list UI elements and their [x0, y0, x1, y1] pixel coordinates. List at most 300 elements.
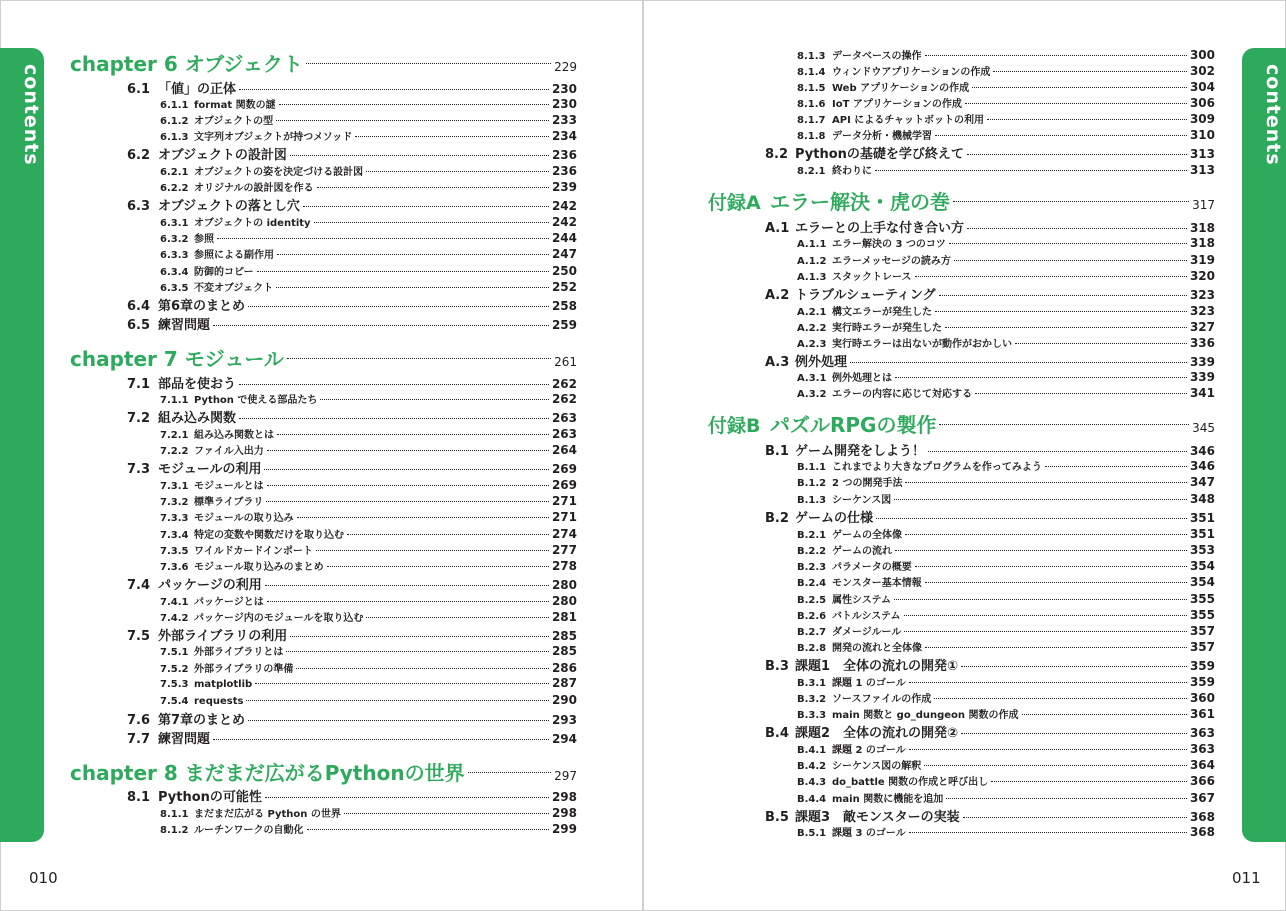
toc-page-number: 361 [1189, 707, 1215, 721]
dot-leader [217, 238, 549, 239]
toc-subsection [160, 493, 577, 508]
toc-subsection [797, 542, 1215, 557]
dot-leader [925, 55, 1187, 56]
toc-entry-number: B.5 [765, 810, 789, 825]
dot-leader [961, 733, 1187, 734]
toc-page-number: 297 [554, 769, 577, 783]
toc-entry-title: do_battle 関数の作成と呼び出し [832, 777, 989, 788]
toc-page-number: 271 [551, 494, 577, 508]
toc-entry-number: A.2.1 [797, 307, 827, 318]
toc-entry-title: 課題 1 のゴール [832, 678, 906, 689]
dot-leader [928, 451, 1187, 452]
toc-subsection [797, 335, 1215, 350]
toc-page-number: 299 [551, 822, 577, 836]
toc-entry-number: B.4 [765, 726, 789, 741]
dot-leader [307, 829, 549, 830]
dot-leader [257, 271, 549, 272]
toc-entry-title: パッケージ内のモジュールを取り込む [194, 613, 364, 624]
dot-leader [993, 71, 1187, 72]
toc-entry-title: ソースファイルの作成 [832, 694, 932, 705]
toc-page-number: 250 [551, 264, 577, 278]
dot-leader [265, 797, 549, 798]
toc-page-number: 230 [551, 97, 577, 111]
toc-entry-title: オブジェクトの落とし穴 [158, 199, 300, 214]
toc-page-number: 242 [551, 199, 577, 213]
toc-entry-title: スタックトレース [832, 272, 912, 283]
toc-page-number: 364 [1189, 758, 1215, 772]
toc-section [765, 440, 1215, 459]
dot-leader [915, 276, 1187, 277]
toc-subsection [160, 821, 577, 836]
dot-leader [290, 636, 549, 637]
toc-subsection [160, 676, 577, 690]
toc-section [127, 574, 577, 593]
toc-subsection [797, 235, 1215, 250]
toc-entry-title: エラーとの上手な付き合い方 [795, 221, 965, 236]
toc-entry-number: B.3.1 [797, 678, 827, 689]
dot-leader [266, 501, 549, 502]
dot-leader [347, 534, 549, 535]
toc-entry-title: 練習問題 [158, 732, 211, 747]
dot-leader [939, 424, 1189, 425]
toc-entry-number: 7.3.3 [160, 513, 189, 524]
toc-page-number: 269 [551, 462, 577, 476]
toc-entry-number: 6.3.5 [160, 283, 189, 294]
toc-page-number: 317 [1192, 198, 1215, 212]
toc-entry-title: main 関数に機能を追加 [832, 794, 944, 805]
toc-section [765, 806, 1215, 825]
toc-subsection [797, 162, 1215, 177]
toc-entry-number: 6.2.2 [160, 183, 189, 194]
toc-subsection [160, 593, 577, 608]
toc-entry-title: chapter 6 オブジェクト [70, 52, 303, 76]
toc-page-number: 351 [1189, 527, 1215, 541]
toc-entry-number: 7.3.6 [160, 562, 189, 573]
toc-entry-number: 6.3.2 [160, 234, 189, 245]
toc-entry-title: トラブルシューティング [795, 288, 936, 303]
toc-entry-title: main 関数と go_dungeon 関数の作成 [832, 710, 1019, 721]
toc-entry-title: Pythonの可能性 [158, 790, 262, 805]
dot-leader [939, 295, 1187, 296]
dot-leader [905, 482, 1186, 483]
toc-entry-number: 8.1.7 [797, 115, 826, 126]
toc-entry-title: chapter 7 モジュール [70, 347, 284, 371]
toc-entry-number: A.1.1 [797, 239, 827, 250]
toc-subsection [797, 474, 1215, 489]
toc-entry-number: B.4.2 [797, 761, 827, 772]
dot-leader [850, 362, 1187, 363]
toc-entry-title: 外部ライブラリとは [194, 647, 284, 658]
toc-entry-number: 7.2.1 [160, 430, 189, 441]
toc-entry-title: パッケージの利用 [158, 578, 262, 593]
toc-page-number: 318 [1189, 221, 1215, 235]
toc-page-number: 236 [551, 164, 577, 178]
toc-page-number: 339 [1189, 355, 1215, 369]
toc-entry-title: chapter 8 まだまだ広がるPythonの世界 [70, 761, 465, 785]
dot-leader [924, 765, 1187, 766]
contents-tab-label: contents [20, 64, 42, 166]
toc-entry-title: モジュールの利用 [158, 462, 262, 477]
toc-subsection [797, 690, 1215, 705]
dot-leader [915, 566, 1187, 567]
dot-leader [961, 666, 1187, 667]
dot-leader [306, 63, 551, 64]
toc-subsection [797, 95, 1215, 110]
toc-section [127, 314, 577, 333]
toc-entry-title: IoT アプリケーションの作成 [832, 99, 962, 110]
dot-leader [327, 566, 549, 567]
toc-entry-title: 参照による副作用 [194, 250, 274, 261]
toc-page-number: 341 [1189, 386, 1215, 400]
toc-subsection [160, 609, 577, 624]
toc-subsection [797, 303, 1215, 318]
toc-section [127, 144, 577, 163]
toc-entry-number: A.1.2 [797, 256, 827, 267]
dot-leader [1022, 714, 1187, 715]
toc-subsection [160, 693, 577, 707]
toc-subsection [160, 112, 577, 127]
toc-entry-title: 2 つの開発手法 [832, 478, 903, 489]
toc-entry-title: 外部ライブラリの利用 [158, 629, 288, 644]
dot-leader [255, 683, 549, 684]
toc-entry-title: Pythonの基礎を学び終えて [795, 147, 964, 162]
dot-leader [905, 534, 1187, 535]
dot-leader [935, 311, 1187, 312]
dot-leader [946, 798, 1187, 799]
toc-entry-title: オブジェクトの型 [194, 116, 274, 127]
toc-entry-title: 例外処理とは [832, 373, 892, 384]
toc-entry-title: Python で使える部品たち [194, 395, 318, 406]
toc-subsection [797, 385, 1215, 400]
toc-subsection [160, 214, 577, 229]
dot-leader [876, 518, 1187, 519]
dot-leader [468, 772, 552, 773]
toc-entry-number: 6.1.2 [160, 116, 189, 127]
toc-entry-number: 7.1.1 [160, 395, 189, 406]
toc-page-number: 298 [551, 790, 577, 804]
toc-entry-number: B.2.1 [797, 530, 827, 541]
dot-leader [875, 170, 1187, 171]
dot-leader [286, 651, 549, 652]
toc-section [765, 655, 1215, 674]
toc-entry-number: 7.3.4 [160, 530, 189, 541]
toc-entry-number: 6.3 [127, 199, 151, 214]
dot-leader [239, 418, 549, 419]
toc-section [127, 295, 577, 314]
toc-subsection [797, 591, 1215, 606]
toc-page-number: 258 [551, 299, 577, 313]
toc-entry-number: A.2 [765, 288, 790, 303]
toc-page-number: 262 [551, 392, 577, 406]
toc-subsection [797, 526, 1215, 541]
toc-page-number: 277 [551, 543, 577, 557]
dot-leader [925, 582, 1187, 583]
toc-subsection [160, 230, 577, 245]
toc-subsection [797, 63, 1215, 78]
toc-entry-number: 8.1.6 [797, 99, 826, 110]
toc-page-number: 261 [554, 355, 577, 369]
toc-entry-number: A.2.3 [797, 339, 827, 350]
toc-entry-title: エラー解決・虎の巻 [770, 190, 950, 214]
dot-leader [276, 287, 549, 288]
dot-leader [265, 585, 549, 586]
dot-leader [264, 469, 548, 470]
toc-entry-number: B.3.3 [797, 710, 827, 721]
toc-entry-title: シーケンス図の解釈 [832, 761, 922, 772]
toc-page-number: 359 [1189, 675, 1215, 689]
toc-subsection [797, 491, 1215, 506]
dot-leader [314, 222, 549, 223]
toc-subsection [797, 607, 1215, 622]
toc-page-number: 368 [1189, 825, 1215, 839]
toc-subsection [160, 96, 577, 111]
toc-page-number: 269 [551, 478, 577, 492]
toc-page-number: 353 [1189, 543, 1215, 557]
toc-entry-number: B.4.3 [797, 777, 827, 788]
toc-entry-title: format 関数の謎 [194, 100, 276, 111]
toc-subsection [160, 558, 577, 573]
toc-subsection [797, 623, 1215, 638]
toc-page-number: 247 [551, 247, 577, 261]
toc-entry-number: A.1.3 [797, 272, 827, 283]
toc-entry-number: B.2.7 [797, 627, 827, 638]
toc-entry-title: 文字列オブジェクトが持つメソッド [194, 132, 353, 143]
toc-section [127, 728, 577, 747]
toc-entry-number: B.2.8 [797, 643, 827, 654]
dot-leader [972, 87, 1187, 88]
toc-entry-title: パズルRPGの製作 [770, 413, 937, 437]
dot-leader [1045, 466, 1187, 467]
toc-section [127, 407, 577, 426]
toc-subsection [160, 477, 577, 492]
toc-page-number: 242 [551, 215, 577, 229]
dot-leader [248, 720, 549, 721]
toc-entry-title: モジュールの取り込み [194, 513, 294, 524]
toc-subsection [160, 246, 577, 261]
toc-entry-number: 7.2.2 [160, 446, 189, 457]
dot-leader [296, 668, 549, 669]
toc-subsection [160, 660, 577, 675]
toc-page-number: 252 [551, 280, 577, 294]
toc-page-number: 313 [1189, 163, 1215, 177]
toc-subsection [797, 458, 1215, 473]
toc-subsection [797, 111, 1215, 126]
toc-entry-title: ダメージルール [832, 627, 902, 638]
toc-entry-title: ゲームの全体像 [832, 530, 902, 541]
dot-leader [949, 243, 1187, 244]
toc-page-number: 313 [1189, 147, 1215, 161]
toc-entry-title: モジュール取り込みのまとめ [194, 562, 324, 573]
toc-page-number: 320 [1189, 269, 1215, 283]
toc-entry-title: オブジェクトの identity [194, 218, 311, 229]
dot-leader [945, 327, 1187, 328]
toc-entry-number: 6.1.3 [160, 132, 189, 143]
toc-page-number: 294 [551, 732, 577, 746]
toc-entry-number: B.1 [765, 444, 789, 459]
toc-subsection [160, 805, 577, 820]
toc-entry-title: シーケンス図 [832, 495, 892, 506]
toc-entry-number: B.1.1 [797, 462, 827, 473]
toc-subsection [160, 128, 577, 143]
toc-entry-number: A.3.2 [797, 389, 827, 400]
dot-leader [975, 393, 1187, 394]
toc-entry-number: B.4.4 [797, 794, 827, 805]
toc-entry-number: 7.5.2 [160, 664, 189, 675]
toc-entry-number: B.2.5 [797, 595, 827, 606]
toc-page-number: 230 [551, 82, 577, 96]
toc-entry-number: 6.1.1 [160, 100, 189, 111]
toc-entry-title: 課題2 全体の流れの開発② [795, 726, 959, 741]
toc-section [127, 78, 577, 97]
toc-page-number: 271 [551, 510, 577, 524]
toc-page-number: 346 [1189, 459, 1215, 473]
toc-section [127, 709, 577, 728]
toc-entry-number: B.2.2 [797, 546, 827, 557]
toc-section [765, 507, 1215, 526]
dot-leader [904, 631, 1187, 632]
toc-page-number: 351 [1189, 511, 1215, 525]
toc-page-number: 355 [1189, 592, 1215, 606]
toc-subsection [797, 790, 1215, 805]
toc-entry-title: 実行時エラーは出ないが動作がおかしい [832, 339, 1012, 350]
dot-leader [895, 550, 1187, 551]
toc-entry-title: requests [194, 696, 244, 707]
dot-leader [934, 698, 1187, 699]
toc-entry-title: データ分析・機械学習 [832, 131, 932, 142]
toc-entry-number: 8.1.3 [797, 51, 826, 62]
toc-entry-number: 6.3.4 [160, 267, 189, 278]
toc-subsection [797, 47, 1215, 62]
page-number-left: 010 [29, 869, 58, 887]
toc-entry-number: A.2.2 [797, 323, 827, 334]
toc-entry-number: A.1 [765, 221, 790, 236]
toc-subsection [160, 426, 577, 441]
toc-page-number: 239 [551, 180, 577, 194]
toc-entry-number: 7.4.1 [160, 597, 189, 608]
toc-page-number: 300 [1189, 48, 1215, 62]
toc-subsection [797, 757, 1215, 772]
toc-entry-title: オブジェクトの設計図 [158, 148, 287, 163]
toc-entry-number: 8.1.2 [160, 825, 189, 836]
toc-page-number: 287 [551, 676, 577, 690]
toc-page-number: 354 [1189, 575, 1215, 589]
dot-leader [287, 358, 551, 359]
toc-subsection [797, 741, 1215, 756]
toc-page-number: 286 [551, 661, 577, 675]
dot-leader [987, 119, 1187, 120]
toc-entry-number: 7.5.1 [160, 647, 189, 658]
toc-entry-number: 6.3.3 [160, 250, 189, 261]
dot-leader [303, 206, 549, 207]
toc-page-number: 274 [551, 527, 577, 541]
toc-entry-number: 7.5.3 [160, 679, 189, 690]
toc-page-number: 348 [1189, 492, 1215, 506]
toc-page-number: 336 [1189, 336, 1215, 350]
toc-entry-title: ゲームの流れ [832, 546, 892, 557]
toc-entry-title: 実行時エラーが発生した [832, 323, 942, 334]
toc-page-number: 234 [551, 129, 577, 143]
toc-entry-number: 8.2 [765, 147, 789, 162]
toc-entry-number: 7.3.5 [160, 546, 189, 557]
toc-section [127, 625, 577, 644]
dot-leader [925, 647, 1187, 648]
page-number-right: 011 [1232, 869, 1261, 887]
toc-entry-title: ゲーム開発をしよう！ [795, 444, 926, 459]
dot-leader [954, 260, 1187, 261]
toc-section [765, 351, 1215, 370]
toc-page-number: 310 [1189, 128, 1215, 142]
toc-entry-number: 6.3.1 [160, 218, 189, 229]
dot-leader [991, 781, 1187, 782]
toc-page-number: 345 [1192, 421, 1215, 435]
toc-page-number: 236 [551, 148, 577, 162]
toc-entry-title: 課題1 全体の流れの開発① [795, 659, 959, 674]
toc-entry-title: 外部ライブラリの準備 [194, 664, 294, 675]
toc-entry-title: 練習問題 [158, 318, 211, 333]
toc-subsection [797, 574, 1215, 589]
toc-entry-number: 8.1.4 [797, 67, 826, 78]
toc-entry-title: ウィンドウアプリケーションの作成 [832, 67, 991, 78]
toc-entry-title: パッケージとは [194, 597, 264, 608]
toc-subsection [160, 542, 577, 557]
dot-leader [267, 601, 549, 602]
toc-entry-number: 6.2.1 [160, 167, 189, 178]
dot-leader [320, 399, 549, 400]
toc-left-page [0, 0, 642, 911]
toc-entry-title: データベースの操作 [832, 51, 922, 62]
toc-page-number: 347 [1189, 475, 1215, 489]
toc-entry-title: パラメータの概要 [832, 562, 912, 573]
toc-subsection [160, 163, 577, 178]
toc-entry-title: 「値」の正体 [158, 82, 237, 97]
toc-subsection [160, 263, 577, 278]
toc-page-number: 233 [551, 113, 577, 127]
toc-entry-number: A.3 [765, 355, 790, 370]
toc-entry-number: 7.2 [127, 411, 151, 426]
toc-chapter-heading [70, 343, 577, 369]
toc-page-number: 355 [1189, 608, 1215, 622]
toc-page-number: 357 [1189, 624, 1215, 638]
toc-entry-title: エラー解決の 3 つのコツ [832, 239, 946, 250]
toc-entry-title: API によるチャットボットの利用 [832, 115, 984, 126]
dot-leader [213, 739, 549, 740]
toc-entry-number: B.1.3 [797, 495, 827, 506]
toc-subsection [797, 268, 1215, 283]
dot-leader [366, 171, 549, 172]
toc-subsection [160, 643, 577, 658]
toc-entry-title: ゲームの仕様 [795, 511, 874, 526]
toc-entry-number: 7.3 [127, 462, 151, 477]
toc-entry-number: 7.5.4 [160, 696, 189, 707]
dot-leader [895, 377, 1187, 378]
dot-leader [967, 154, 1187, 155]
toc-entry-title: 部品を使おう [158, 377, 237, 392]
dot-leader [317, 187, 549, 188]
toc-section [765, 217, 1215, 236]
toc-subsection [160, 179, 577, 194]
toc-entry-title: 課題3 敵モンスターの実装 [795, 810, 960, 825]
toc-entry-title: 標準ライブラリ [194, 497, 264, 508]
toc-entry-number: B.1.2 [797, 478, 827, 489]
toc-page-number: 346 [1189, 444, 1215, 458]
dot-leader [276, 120, 549, 121]
toc-entry-title: 組み込み関数とは [194, 430, 274, 441]
dot-leader [246, 700, 548, 701]
toc-page-number: 264 [551, 443, 577, 457]
toc-entry-title: 組み込み関数 [158, 411, 237, 426]
toc-entry-title: Web アプリケーションの作成 [832, 83, 970, 94]
dot-leader [894, 499, 1187, 500]
